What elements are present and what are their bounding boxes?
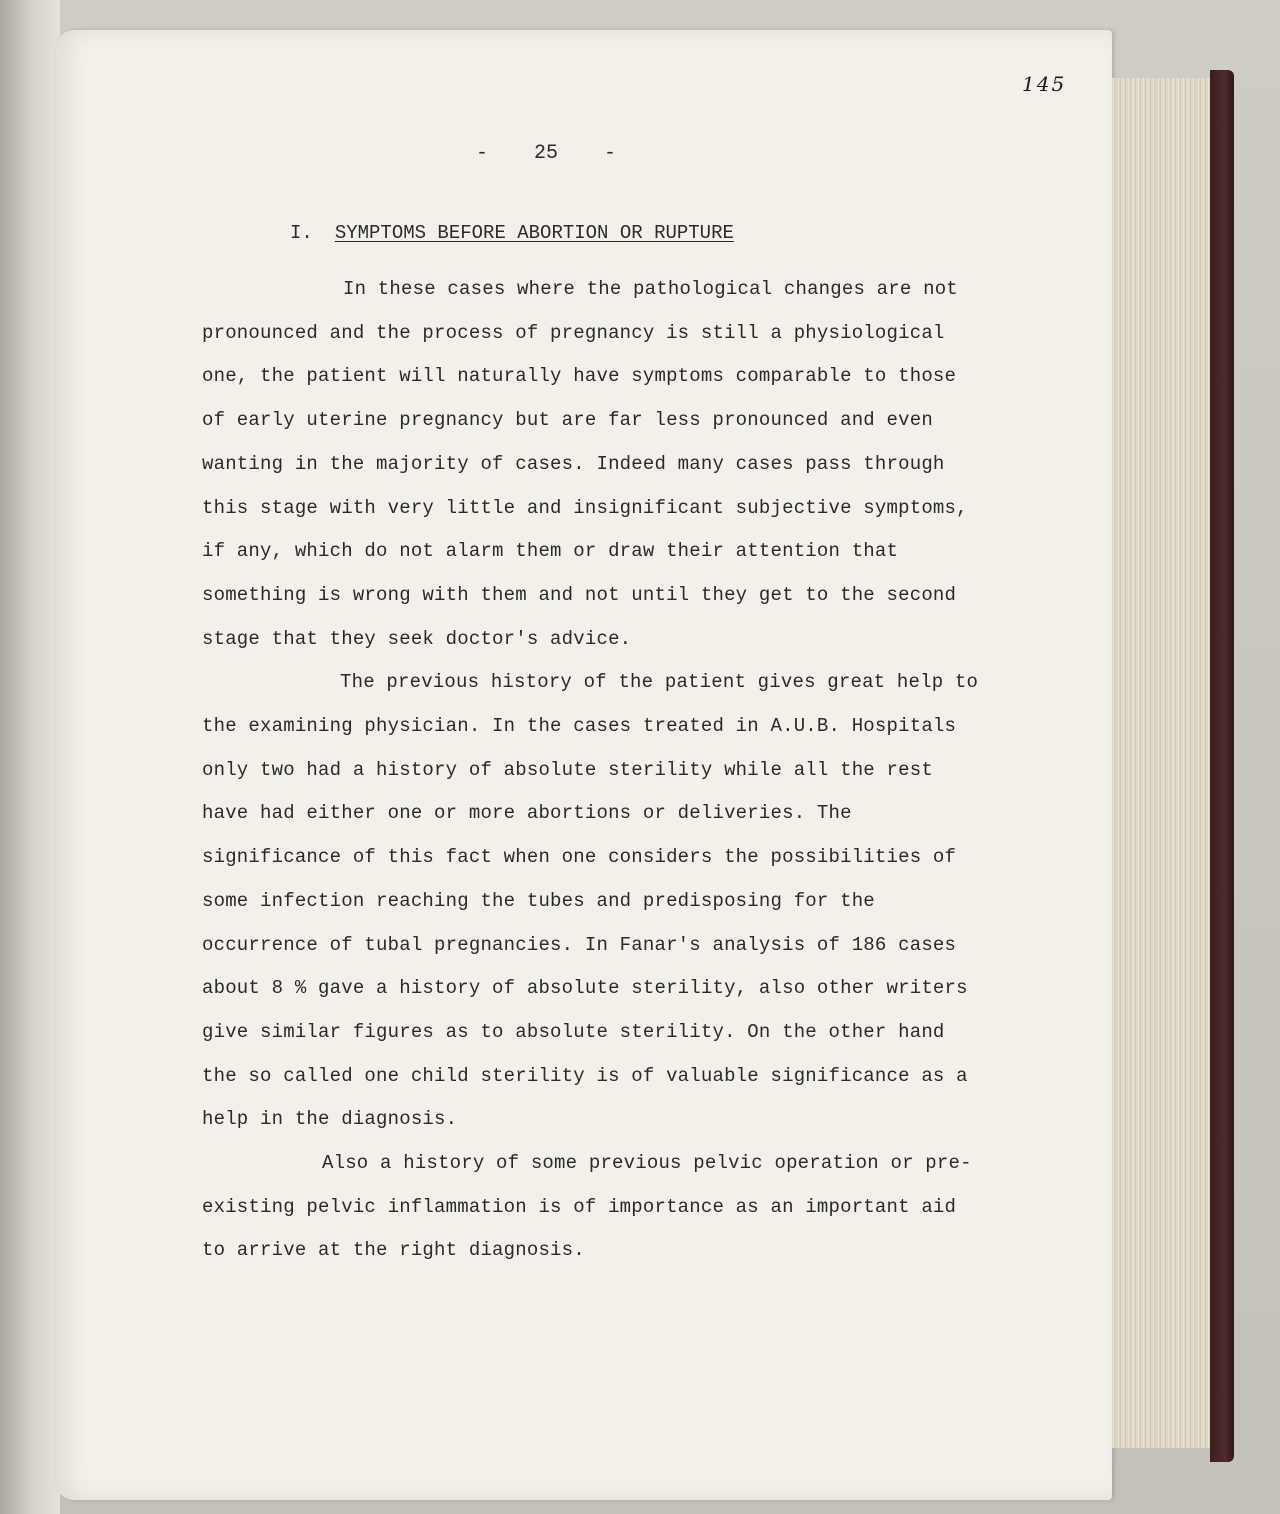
section-numeral: I. <box>290 222 313 244</box>
handwritten-folio-number: 145 <box>1022 72 1067 96</box>
section-heading <box>290 222 734 244</box>
page-block-edge <box>1112 78 1222 1448</box>
paragraph-history: The previous history of the patient gives great help to the examining physician. In the cases treated in A.U.B. Hospitals only two had a history of absolute sterility while all the rest have had either one or more abortions or deliveries. The significance of this fact when one considers the possibilities of some infection reaching the tubes and predisposing for the occurrence of tubal pregnancies. In Fanar's analysis of 186 cases about 8 % gave a history of absolute sterility, also other writers give similar figures as to absolute sterility. On the other hand the so called one child sterility is of valuable significance as a help in the diagnosis. <box>202 671 979 1131</box>
page-number: - 25 - <box>476 142 617 165</box>
paragraph-symptoms: In these cases where the pathological changes are not pronounced and the process of pregnancy is still a physiological one, the patient will naturally have symptoms comparable to those of early uterine pregnancy but are far less pronounced and even wanting in the majority of cases. Indeed many cases pass through this stage with very little and insignificant subjective symptoms, if any, which do not alarm them or draw their attention that something is wrong with them and not until they get to the second stage that they seek doctor's advice. <box>202 278 968 650</box>
facing-page-edge <box>0 0 60 1514</box>
body-text <box>202 268 982 1273</box>
paragraph-pelvic-history: Also a history of some previous pelvic operation or pre-existing pelvic inflammation is of importance as an important aid to arrive at the right diagnosis. <box>202 1152 972 1262</box>
section-title: SYMPTOMS BEFORE ABORTION OR RUPTURE <box>334 222 734 244</box>
book-cover-edge <box>1210 70 1234 1462</box>
